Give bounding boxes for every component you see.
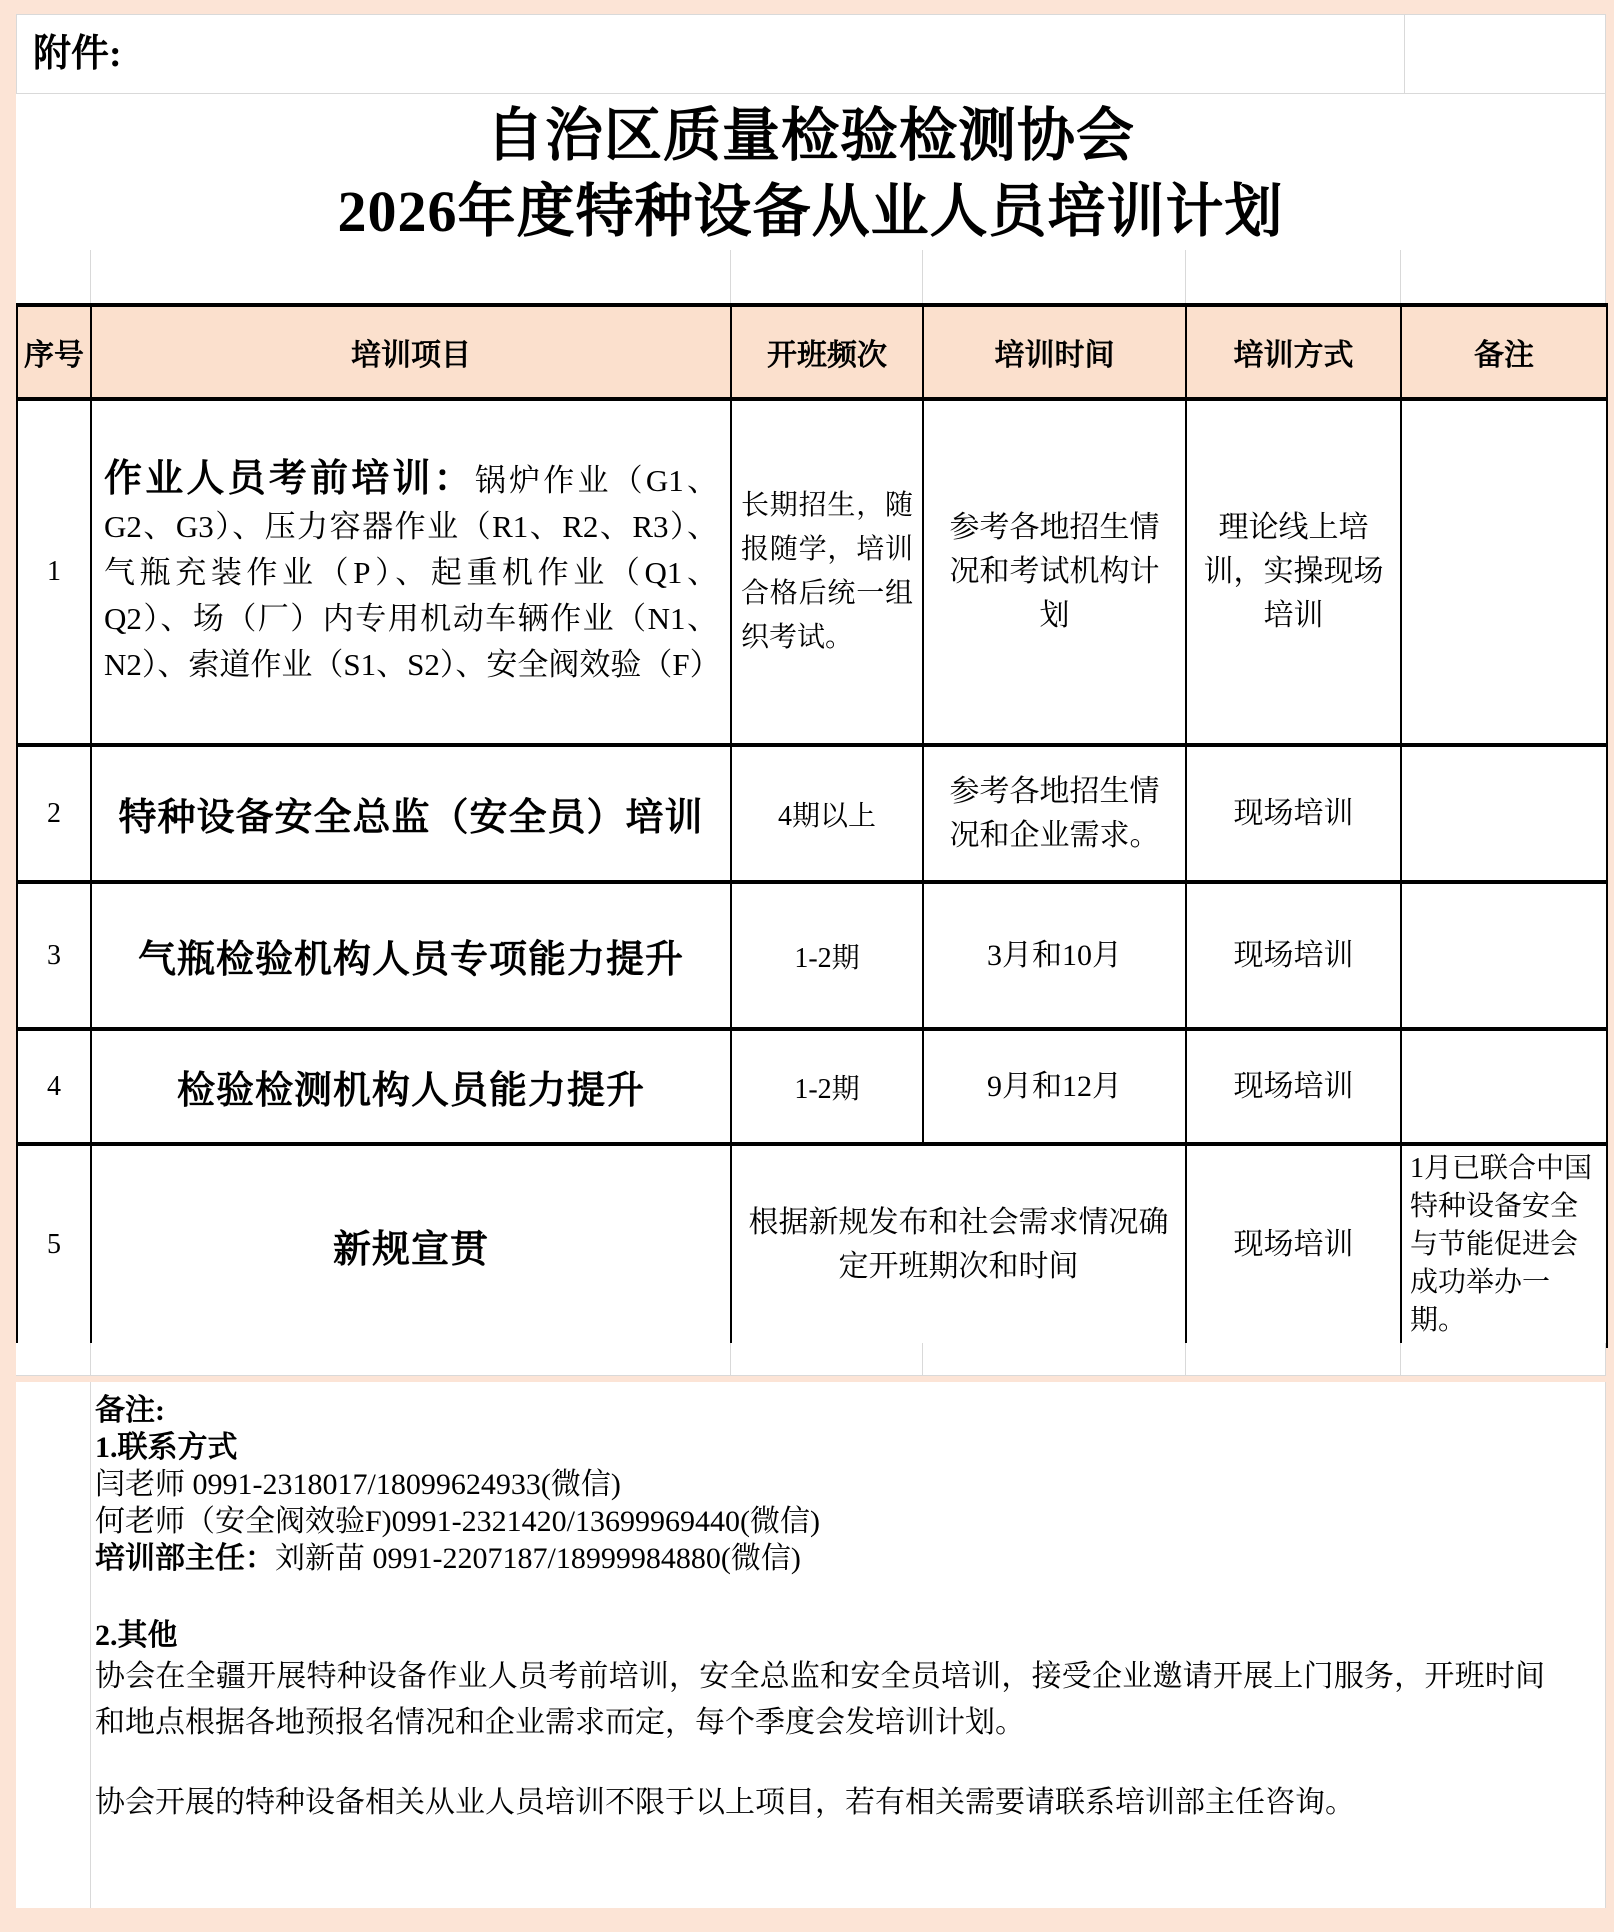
row5-remark: 1月已联合中国特种设备安全与节能促进会成功举办一期。 <box>1401 1144 1607 1346</box>
notes-contact-line1: 闫老师 0991-2318017/18099624933(微信) <box>95 1468 621 1501</box>
row2-frequency: 4期以上 <box>731 745 923 882</box>
row4-remark <box>1401 1029 1607 1144</box>
attachment-row-empty-cell <box>1404 14 1606 94</box>
row3-method: 现场培训 <box>1186 882 1401 1029</box>
col-header-remark: 备注 <box>1401 305 1607 399</box>
row1-method: 理论线上培训，实操现场培训 <box>1186 399 1401 745</box>
notes-other-para1: 协会在全疆开展特种设备作业人员考前培训，安全总监和安全员培训，接受企业邀请开展上门服务，开班时间和地点根据各地预报名情况和企业需求而定，每个季度会发培训计划。 <box>95 1660 1545 1739</box>
row1-project-lead: 作业人员考前培训： <box>104 458 475 500</box>
notes-other-heading: 2.其他 <box>95 1619 178 1652</box>
row1-remark <box>1401 399 1607 745</box>
row5-no: 5 <box>17 1144 91 1346</box>
row5-project: 新规宣贯 <box>91 1144 731 1346</box>
row3-frequency: 1-2期 <box>731 882 923 1029</box>
notes-contact-heading: 1.联系方式 <box>95 1431 238 1464</box>
notes-heading: 备注: <box>95 1394 165 1427</box>
row4-frequency: 1-2期 <box>731 1029 923 1144</box>
row1-time: 参考各地招生情况和考试机构计划 <box>923 399 1186 745</box>
title-block <box>16 94 1606 250</box>
row4-time: 9月和12月 <box>923 1029 1186 1144</box>
notes-block <box>16 1382 1606 1908</box>
row3-project: 气瓶检验机构人员专项能力提升 <box>91 882 731 1029</box>
row1-no: 1 <box>17 399 91 745</box>
row2-remark <box>1401 745 1607 882</box>
col-header-frequency: 开班频次 <box>731 305 923 399</box>
empty-grid-row-top <box>16 250 1606 303</box>
table-row-2 <box>17 745 1607 882</box>
col-header-time: 培训时间 <box>923 305 1186 399</box>
row1-project <box>91 399 731 745</box>
row3-no: 3 <box>17 882 91 1029</box>
row4-method: 现场培训 <box>1186 1029 1401 1144</box>
table-row-4 <box>17 1029 1607 1144</box>
gridline <box>90 1382 91 1908</box>
training-plan-table <box>16 303 1608 1348</box>
row4-no: 4 <box>17 1029 91 1144</box>
row5-method: 现场培训 <box>1186 1144 1401 1346</box>
document-title-line1: 自治区质量检验检测协会 <box>485 103 1135 168</box>
row1-project-detail: 锅炉作业（G1、G2、G3）、压力容器作业（R1、R2、R3）、气瓶充装作业（P）、起重机作业（Q1、Q2）、场（厂）内专用机动车辆作业（N1、N2）、索道作业（S1、S2）、安全阀效验（F） <box>104 463 721 682</box>
row2-time: 参考各地招生情况和企业需求。 <box>923 745 1186 882</box>
row3-time: 3月和10月 <box>923 882 1186 1029</box>
notes-director-label: 培训部主任： <box>95 1542 275 1575</box>
table-header-row <box>17 305 1607 399</box>
attachment-label: 附件: <box>33 33 122 75</box>
attachment-cell <box>16 14 1404 94</box>
table-row-3 <box>17 882 1607 1029</box>
row1-frequency: 长期招生，随报随学，培训合格后统一组织考试。 <box>731 399 923 745</box>
notes-contact-line2: 何老师（安全阀效验F)0991-2321420/13699969440(微信) <box>95 1505 820 1538</box>
table-row-5 <box>17 1144 1607 1346</box>
document-title-line2: 2026年度特种设备从业人员培训计划 <box>337 179 1284 244</box>
row3-remark <box>1401 882 1607 1029</box>
notes-director-line <box>95 1540 1545 1577</box>
row4-project: 检验检测机构人员能力提升 <box>91 1029 731 1144</box>
notes-director-value: 刘新苗 0991-2207187/18999984880(微信) <box>275 1542 801 1575</box>
notes-other-para2: 协会开展的特种设备相关从业人员培训不限于以上项目，若有相关需要请联系培训部主任咨询。 <box>95 1786 1355 1819</box>
row2-project: 特种设备安全总监（安全员）培训 <box>91 745 731 882</box>
col-header-project: 培训项目 <box>91 305 731 399</box>
col-header-no: 序号 <box>17 305 91 399</box>
row2-method: 现场培训 <box>1186 745 1401 882</box>
empty-grid-row-bottom <box>16 1343 1606 1376</box>
col-header-method: 培训方式 <box>1186 305 1401 399</box>
table-row-1 <box>17 399 1607 745</box>
row2-no: 2 <box>17 745 91 882</box>
row5-frequency-time-merged: 根据新规发布和社会需求情况确定开班期次和时间 <box>731 1144 1186 1346</box>
